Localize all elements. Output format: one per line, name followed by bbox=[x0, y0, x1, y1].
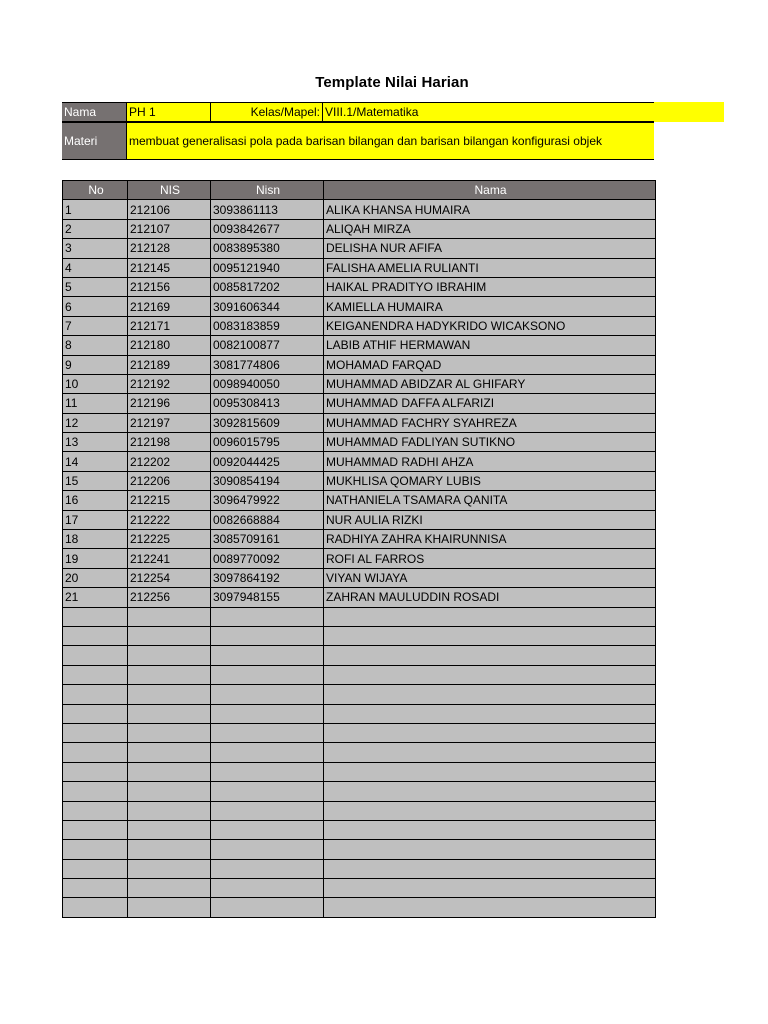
cell-nisn[interactable]: 0089770092 bbox=[211, 549, 324, 568]
cell-no[interactable]: 17 bbox=[63, 510, 128, 529]
cell-nis[interactable] bbox=[128, 626, 211, 645]
table-row bbox=[63, 239, 656, 258]
cell-nisn[interactable]: 3093861113 bbox=[211, 200, 324, 219]
cell-no[interactable]: 7 bbox=[63, 316, 128, 335]
cell-nis[interactable] bbox=[128, 801, 211, 820]
cell-nisn[interactable] bbox=[211, 685, 324, 704]
cell-nisn[interactable] bbox=[211, 859, 324, 878]
table-row bbox=[63, 626, 656, 645]
cell-nisn[interactable]: 3092815609 bbox=[211, 413, 324, 432]
cell-nisn[interactable] bbox=[211, 665, 324, 684]
table-row bbox=[63, 704, 656, 723]
table-row bbox=[63, 607, 656, 626]
cell-nama[interactable]: MUHAMMAD FACHRY SYAHREZA bbox=[324, 413, 656, 432]
table-row bbox=[63, 723, 656, 742]
cell-nis[interactable] bbox=[128, 879, 211, 898]
cell-nisn[interactable]: 3097948155 bbox=[211, 588, 324, 607]
page-title: Template Nilai Harian bbox=[315, 74, 469, 91]
cell-nama[interactable] bbox=[324, 646, 656, 665]
cell-nisn[interactable]: 0083895380 bbox=[211, 239, 324, 258]
table-row bbox=[63, 394, 656, 413]
table-row bbox=[63, 452, 656, 471]
cell-nama[interactable]: ZAHRAN MAULUDDIN ROSADI bbox=[324, 588, 656, 607]
cell-no[interactable] bbox=[63, 704, 128, 723]
cell-nama[interactable] bbox=[324, 762, 656, 781]
cell-nisn[interactable]: 3090854194 bbox=[211, 471, 324, 490]
col-header-nis[interactable]: NIS bbox=[128, 181, 211, 200]
cell-nama[interactable]: KAMIELLA HUMAIRA bbox=[324, 297, 656, 316]
cell-nisn[interactable] bbox=[211, 607, 324, 626]
cell-no[interactable]: 8 bbox=[63, 336, 128, 355]
cell-no[interactable]: 12 bbox=[63, 413, 128, 432]
cell-no[interactable] bbox=[63, 840, 128, 859]
cell-nis[interactable]: 212189 bbox=[128, 355, 211, 374]
cell-no[interactable]: 20 bbox=[63, 568, 128, 587]
cell-no[interactable]: 6 bbox=[63, 297, 128, 316]
table-row bbox=[63, 801, 656, 820]
table-body bbox=[63, 200, 656, 917]
cell-no[interactable]: 18 bbox=[63, 530, 128, 549]
cell-nis[interactable] bbox=[128, 723, 211, 742]
cell-nama[interactable]: HAIKAL PRADITYO IBRAHIM bbox=[324, 277, 656, 296]
cell-nis[interactable]: 212192 bbox=[128, 374, 211, 393]
cell-nisn[interactable]: 0095121940 bbox=[211, 258, 324, 277]
cell-no[interactable]: 13 bbox=[63, 433, 128, 452]
cell-nisn[interactable] bbox=[211, 782, 324, 801]
cell-no[interactable] bbox=[63, 646, 128, 665]
cell-nis[interactable]: 212128 bbox=[128, 239, 211, 258]
table-header-row bbox=[63, 181, 656, 200]
cell-nama[interactable]: NATHANIELA TSAMARA QANITA bbox=[324, 491, 656, 510]
cell-nisn[interactable] bbox=[211, 801, 324, 820]
highlight-extension bbox=[654, 102, 724, 122]
cell-nisn[interactable] bbox=[211, 879, 324, 898]
cell-nisn[interactable]: 0096015795 bbox=[211, 433, 324, 452]
materi-value-cell[interactable]: membuat generalisasi pola pada barisan bilangan dan barisan bilangan konfigurasi objek bbox=[126, 122, 654, 160]
cell-nis[interactable] bbox=[128, 840, 211, 859]
cell-nis[interactable]: 212180 bbox=[128, 336, 211, 355]
cell-nis[interactable] bbox=[128, 820, 211, 839]
cell-no[interactable]: 10 bbox=[63, 374, 128, 393]
info-row-nama bbox=[62, 102, 724, 122]
kelas-value-cell[interactable]: VIII.1/Matematika bbox=[322, 102, 654, 122]
cell-nama[interactable]: LABIB ATHIF HERMAWAN bbox=[324, 336, 656, 355]
cell-nama[interactable]: MOHAMAD FARQAD bbox=[324, 355, 656, 374]
cell-nama[interactable]: FALISHA AMELIA RULIANTI bbox=[324, 258, 656, 277]
cell-no[interactable] bbox=[63, 820, 128, 839]
cell-nama[interactable]: NUR AULIA RIZKI bbox=[324, 510, 656, 529]
table-row bbox=[63, 258, 656, 277]
table-row bbox=[63, 336, 656, 355]
cell-nis[interactable]: 212222 bbox=[128, 510, 211, 529]
table-row bbox=[63, 820, 656, 839]
cell-nama[interactable] bbox=[324, 898, 656, 917]
table-row bbox=[63, 685, 656, 704]
cell-nisn[interactable]: 0083183859 bbox=[211, 316, 324, 335]
cell-nis[interactable]: 212215 bbox=[128, 491, 211, 510]
cell-nis[interactable]: 212169 bbox=[128, 297, 211, 316]
cell-nama[interactable]: VIYAN WIJAYA bbox=[324, 568, 656, 587]
materi-label[interactable]: Materi bbox=[62, 122, 126, 160]
kelas-label[interactable]: Kelas/Mapel: bbox=[210, 102, 322, 122]
cell-nis[interactable]: 212145 bbox=[128, 258, 211, 277]
table-row bbox=[63, 879, 656, 898]
cell-nis[interactable] bbox=[128, 743, 211, 762]
cell-no[interactable] bbox=[63, 859, 128, 878]
cell-nama[interactable]: ALIQAH MIRZA bbox=[324, 219, 656, 238]
table-row bbox=[63, 588, 656, 607]
cell-nisn[interactable]: 0085817202 bbox=[211, 277, 324, 296]
cell-nisn[interactable]: 0082668884 bbox=[211, 510, 324, 529]
cell-nisn[interactable] bbox=[211, 704, 324, 723]
cell-nama[interactable]: KEIGANENDRA HADYKRIDO WICAKSONO bbox=[324, 316, 656, 335]
cell-nama[interactable]: ALIKA KHANSA HUMAIRA bbox=[324, 200, 656, 219]
table-row bbox=[63, 219, 656, 238]
cell-nis[interactable]: 212106 bbox=[128, 200, 211, 219]
cell-nama[interactable] bbox=[324, 665, 656, 684]
cell-nama[interactable]: DELISHA NUR AFIFA bbox=[324, 239, 656, 258]
cell-nis[interactable]: 212171 bbox=[128, 316, 211, 335]
table-row bbox=[63, 762, 656, 781]
nama-label[interactable]: Nama bbox=[62, 102, 126, 122]
cell-nisn[interactable] bbox=[211, 820, 324, 839]
table-row bbox=[63, 549, 656, 568]
student-table bbox=[62, 180, 656, 918]
cell-nis[interactable] bbox=[128, 704, 211, 723]
cell-nisn[interactable]: 0095308413 bbox=[211, 394, 324, 413]
cell-no[interactable] bbox=[63, 607, 128, 626]
cell-nama[interactable] bbox=[324, 723, 656, 742]
cell-nama[interactable]: MUKHLISA QOMARY LUBIS bbox=[324, 471, 656, 490]
table-row bbox=[63, 433, 656, 452]
cell-nama[interactable] bbox=[324, 626, 656, 645]
cell-nis[interactable]: 212202 bbox=[128, 452, 211, 471]
cell-nama[interactable] bbox=[324, 685, 656, 704]
cell-no[interactable]: 9 bbox=[63, 355, 128, 374]
cell-nama[interactable] bbox=[324, 859, 656, 878]
cell-no[interactable] bbox=[63, 743, 128, 762]
cell-nama[interactable]: MUHAMMAD ABIDZAR AL GHIFARY bbox=[324, 374, 656, 393]
cell-nis[interactable]: 212198 bbox=[128, 433, 211, 452]
cell-no[interactable]: 15 bbox=[63, 471, 128, 490]
cell-no[interactable] bbox=[63, 762, 128, 781]
cell-nis[interactable]: 212206 bbox=[128, 471, 211, 490]
cell-nisn[interactable] bbox=[211, 646, 324, 665]
col-header-nisn[interactable]: Nisn bbox=[211, 181, 324, 200]
table-row bbox=[63, 374, 656, 393]
table-row bbox=[63, 316, 656, 335]
cell-nama[interactable] bbox=[324, 743, 656, 762]
table-row bbox=[63, 491, 656, 510]
cell-no[interactable] bbox=[63, 898, 128, 917]
table-row bbox=[63, 277, 656, 296]
cell-nis[interactable]: 212254 bbox=[128, 568, 211, 587]
table-row bbox=[63, 355, 656, 374]
cell-nisn[interactable]: 0093842677 bbox=[211, 219, 324, 238]
cell-nisn[interactable]: 0092044425 bbox=[211, 452, 324, 471]
cell-nisn[interactable] bbox=[211, 762, 324, 781]
table-row bbox=[63, 530, 656, 549]
cell-nis[interactable] bbox=[128, 782, 211, 801]
cell-no[interactable]: 3 bbox=[63, 239, 128, 258]
cell-no[interactable] bbox=[63, 782, 128, 801]
cell-nis[interactable]: 212156 bbox=[128, 277, 211, 296]
table-row bbox=[63, 840, 656, 859]
col-header-nama[interactable]: Nama bbox=[324, 181, 656, 200]
cell-no[interactable] bbox=[63, 801, 128, 820]
cell-nis[interactable]: 212197 bbox=[128, 413, 211, 432]
cell-nis[interactable]: 212196 bbox=[128, 394, 211, 413]
col-header-no[interactable]: No bbox=[63, 181, 128, 200]
cell-nisn[interactable] bbox=[211, 743, 324, 762]
cell-nis[interactable] bbox=[128, 762, 211, 781]
cell-nisn[interactable]: 3085709161 bbox=[211, 530, 324, 549]
cell-nis[interactable] bbox=[128, 859, 211, 878]
cell-nis[interactable] bbox=[128, 665, 211, 684]
cell-nis[interactable]: 212241 bbox=[128, 549, 211, 568]
cell-no[interactable] bbox=[63, 879, 128, 898]
table-row bbox=[63, 646, 656, 665]
cell-nama[interactable]: RADHIYA ZAHRA KHAIRUNNISA bbox=[324, 530, 656, 549]
table-row bbox=[63, 898, 656, 917]
cell-no[interactable]: 1 bbox=[63, 200, 128, 219]
cell-no[interactable]: 2 bbox=[63, 219, 128, 238]
cell-nama[interactable]: MUHAMMAD DAFFA ALFARIZI bbox=[324, 394, 656, 413]
cell-nisn[interactable] bbox=[211, 723, 324, 742]
cell-no[interactable]: 5 bbox=[63, 277, 128, 296]
cell-nisn[interactable]: 3096479922 bbox=[211, 491, 324, 510]
info-row-materi bbox=[62, 122, 724, 160]
cell-nis[interactable]: 212107 bbox=[128, 219, 211, 238]
table-row bbox=[63, 471, 656, 490]
cell-no[interactable]: 14 bbox=[63, 452, 128, 471]
cell-nisn[interactable] bbox=[211, 626, 324, 645]
cell-nama[interactable] bbox=[324, 801, 656, 820]
cell-nisn[interactable] bbox=[211, 898, 324, 917]
table-row bbox=[63, 297, 656, 316]
cell-no[interactable] bbox=[63, 723, 128, 742]
cell-no[interactable] bbox=[63, 665, 128, 684]
cell-nama[interactable]: MUHAMMAD RADHI AHZA bbox=[324, 452, 656, 471]
cell-nis[interactable] bbox=[128, 646, 211, 665]
cell-nisn[interactable] bbox=[211, 840, 324, 859]
cell-nis[interactable]: 212256 bbox=[128, 588, 211, 607]
cell-no[interactable] bbox=[63, 626, 128, 645]
cell-nama[interactable]: MUHAMMAD FADLIYAN SUTIKNO bbox=[324, 433, 656, 452]
nama-value-cell[interactable]: PH 1 bbox=[126, 102, 210, 122]
cell-no[interactable]: 16 bbox=[63, 491, 128, 510]
cell-nis[interactable] bbox=[128, 898, 211, 917]
cell-nisn[interactable]: 3097864192 bbox=[211, 568, 324, 587]
cell-nama[interactable]: ROFI AL FARROS bbox=[324, 549, 656, 568]
info-block bbox=[62, 102, 724, 160]
cell-nama[interactable] bbox=[324, 704, 656, 723]
cell-nama[interactable] bbox=[324, 607, 656, 626]
cell-no[interactable]: 11 bbox=[63, 394, 128, 413]
table-row bbox=[63, 413, 656, 432]
cell-nisn[interactable]: 3081774806 bbox=[211, 355, 324, 374]
table-row bbox=[63, 859, 656, 878]
cell-no[interactable]: 4 bbox=[63, 258, 128, 277]
cell-nama[interactable] bbox=[324, 820, 656, 839]
cell-nis[interactable]: 212225 bbox=[128, 530, 211, 549]
cell-nama[interactable] bbox=[324, 840, 656, 859]
table-row bbox=[63, 665, 656, 684]
cell-nisn[interactable]: 0098940050 bbox=[211, 374, 324, 393]
cell-nama[interactable] bbox=[324, 782, 656, 801]
cell-nis[interactable] bbox=[128, 607, 211, 626]
cell-no[interactable]: 19 bbox=[63, 549, 128, 568]
cell-no[interactable] bbox=[63, 685, 128, 704]
cell-nisn[interactable]: 0082100877 bbox=[211, 336, 324, 355]
cell-nis[interactable] bbox=[128, 685, 211, 704]
table-row bbox=[63, 510, 656, 529]
cell-no[interactable]: 21 bbox=[63, 588, 128, 607]
table-row bbox=[63, 743, 656, 762]
table-row bbox=[63, 782, 656, 801]
cell-nama[interactable] bbox=[324, 879, 656, 898]
cell-nisn[interactable]: 3091606344 bbox=[211, 297, 324, 316]
table-row bbox=[63, 200, 656, 219]
table-row bbox=[63, 568, 656, 587]
